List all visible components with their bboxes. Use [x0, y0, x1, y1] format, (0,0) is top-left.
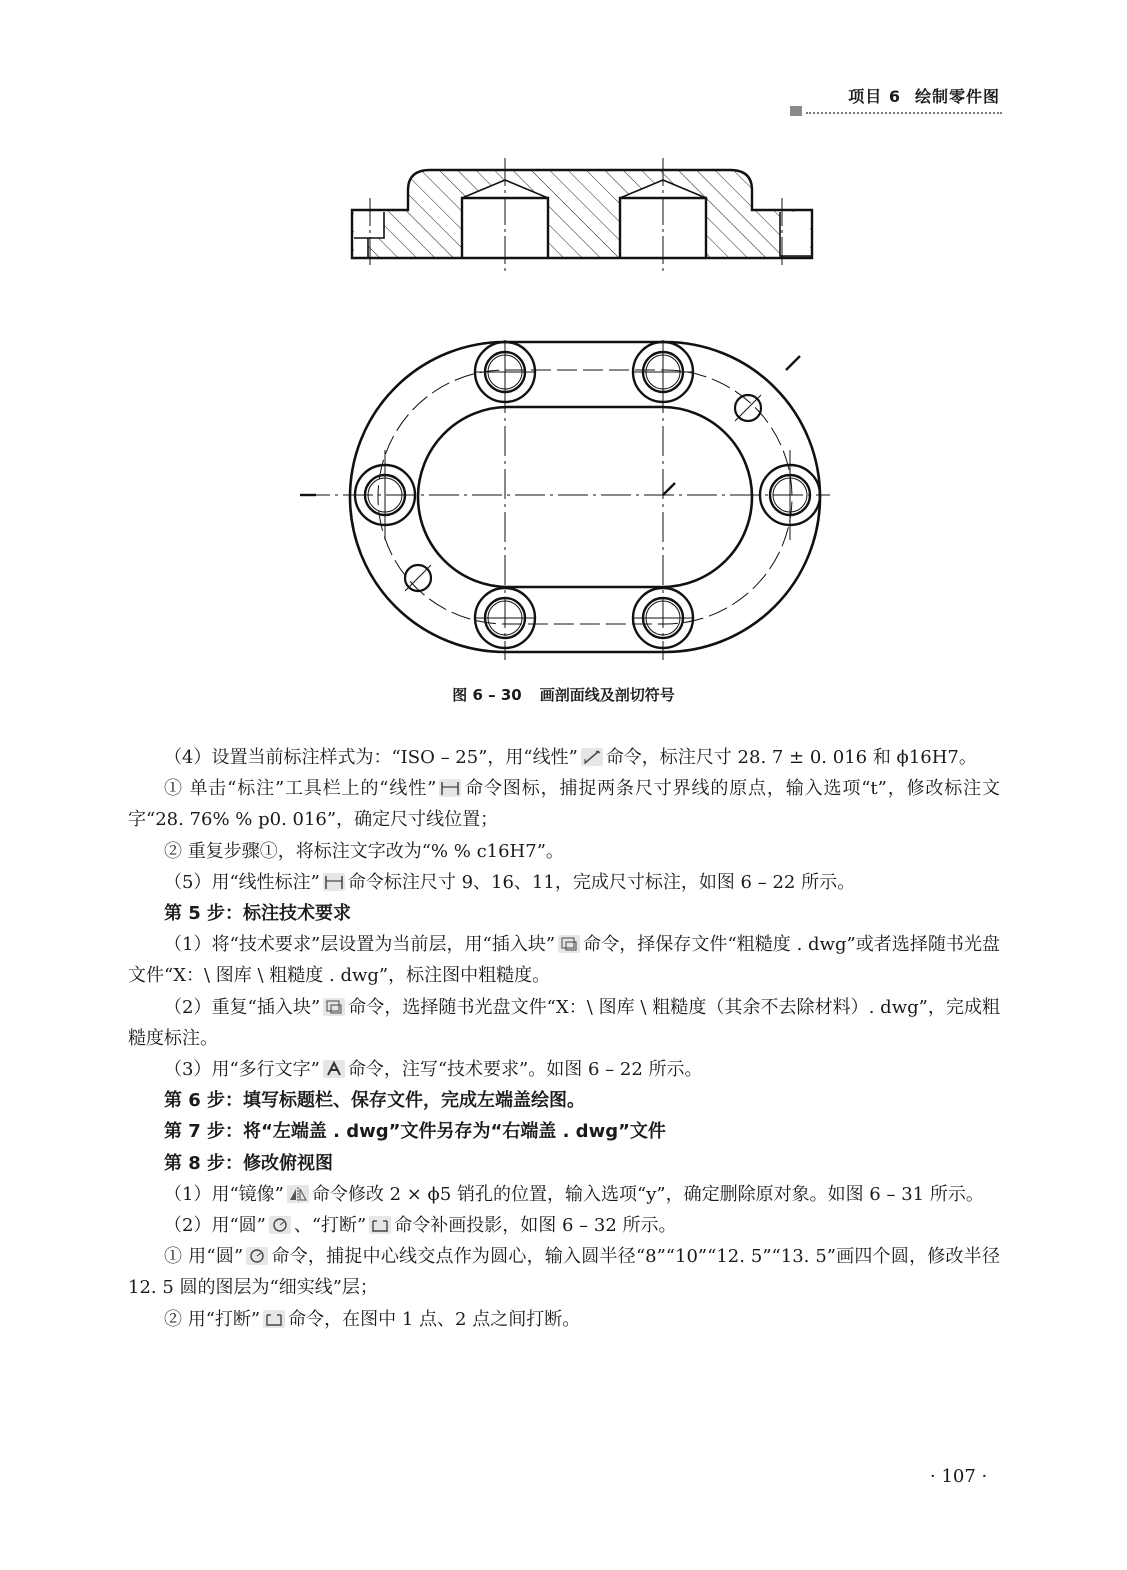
running-header [790, 84, 1002, 118]
text: （2）用“圆” [164, 1215, 266, 1237]
paragraph [128, 742, 1000, 773]
header-project: 项目 6 [848, 87, 901, 106]
circle-icon [246, 1247, 268, 1265]
insert-block-icon [558, 935, 580, 953]
step-heading: 第 6 步：填写标题栏、保存文件，完成左端盖绘图。 [164, 1090, 586, 1112]
section-view [352, 158, 812, 275]
aligned-dimension-icon [581, 748, 603, 766]
header-title [848, 84, 1000, 107]
page-number: · 107 · [930, 1466, 988, 1487]
text: （5）用“线性标注” [164, 871, 320, 893]
paragraph [128, 1304, 1000, 1335]
text: 命令修改 2 × ϕ5 销孔的位置，输入选项“y”，确定删除原对象。如图 6 – 31 所示。 [311, 1183, 984, 1205]
step-heading: 第 5 步：标注技术要求 [164, 903, 352, 925]
text: 命令图标，捕捉两条尺寸界线的原点，输入选项“t”，修改标注文字“28. 76% % p0. 016”，确定尺寸线位置； [128, 778, 1001, 831]
paragraph [128, 1210, 1000, 1241]
text: 命令，择保存文件“粗糙度 . dwg”或者选择随书光盘文件“X：\ 图库 \ 粗糙度 . dwg”，标注图中粗糙度。 [128, 934, 1000, 987]
figure-number: 图 6 – 30 [452, 686, 522, 704]
section-drawing-figure [290, 150, 840, 665]
break-icon [369, 1216, 391, 1234]
header-chapter-title: 绘制零件图 [914, 87, 1000, 106]
text: 、“打断” [293, 1215, 367, 1237]
paragraph [128, 1054, 1000, 1085]
text: 命令，在图中 1 点、2 点之间打断。 [288, 1308, 581, 1330]
linear-dimension-icon [439, 779, 461, 797]
header-dotted-rule [806, 112, 1002, 114]
top-view [300, 340, 830, 660]
paragraph [128, 992, 1000, 1054]
paragraph [128, 1241, 1000, 1303]
text: （2）重复“插入块” [164, 996, 321, 1018]
text: （1）用“镜像” [164, 1183, 284, 1205]
mirror-icon [287, 1185, 309, 1203]
paragraph: ② 重复步骤①，将标注文字改为“% % c16H7”。 [164, 840, 564, 862]
figure-caption [0, 684, 1127, 705]
text: ① 用“圆” [164, 1246, 244, 1268]
break-icon [263, 1310, 285, 1328]
linear-dimension-icon [323, 873, 345, 891]
step-heading: 第 7 步：将“左端盖 . dwg”文件另存为“右端盖 . dwg”文件 [164, 1121, 666, 1143]
text: （3）用“多行文字” [164, 1059, 320, 1081]
text: ① 单击“标注”工具栏上的“线性” [164, 778, 437, 800]
text: 命令补画投影，如图 6 – 32 所示。 [394, 1215, 677, 1237]
paragraph [128, 929, 1000, 991]
text: 命令标注尺寸 9、16、11，完成尺寸标注，如图 6 – 22 所示。 [347, 871, 856, 893]
text: 命令，选择随书光盘文件“X：\ 图库 \ 粗糙度（其余不去除材料）. dwg”，完成粗糙度标注。 [128, 996, 1000, 1049]
insert-block-icon [323, 998, 345, 1016]
body-text [128, 742, 1000, 1335]
paragraph [128, 773, 1000, 835]
header-marker [790, 106, 802, 116]
text: （4）设置当前标注样式为：“ISO – 25”，用“线性” [164, 747, 578, 768]
step-heading: 第 8 步：修改俯视图 [164, 1152, 334, 1174]
paragraph [128, 1179, 1000, 1210]
text: （1）将“技术要求”层设置为当前层，用“插入块” [164, 934, 556, 956]
text: 命令，注写“技术要求”。如图 6 – 22 所示。 [347, 1059, 703, 1081]
multiline-text-icon [323, 1060, 345, 1078]
text: 命令，标注尺寸 28. 7 ± 0. 016 和 ϕ16H7。 [605, 747, 977, 768]
circle-icon [269, 1216, 291, 1234]
text: ② 用“打断” [164, 1308, 261, 1330]
text: 命令，捕捉中心线交点作为圆心，输入圆半径“8”“10”“12. 5”“13. 5”画四个圆，修改半径 12. 5 圆的图层为“细实线”层； [128, 1246, 1000, 1299]
paragraph [128, 867, 1000, 898]
figure-title: 画剖面线及剖切符号 [539, 686, 675, 704]
